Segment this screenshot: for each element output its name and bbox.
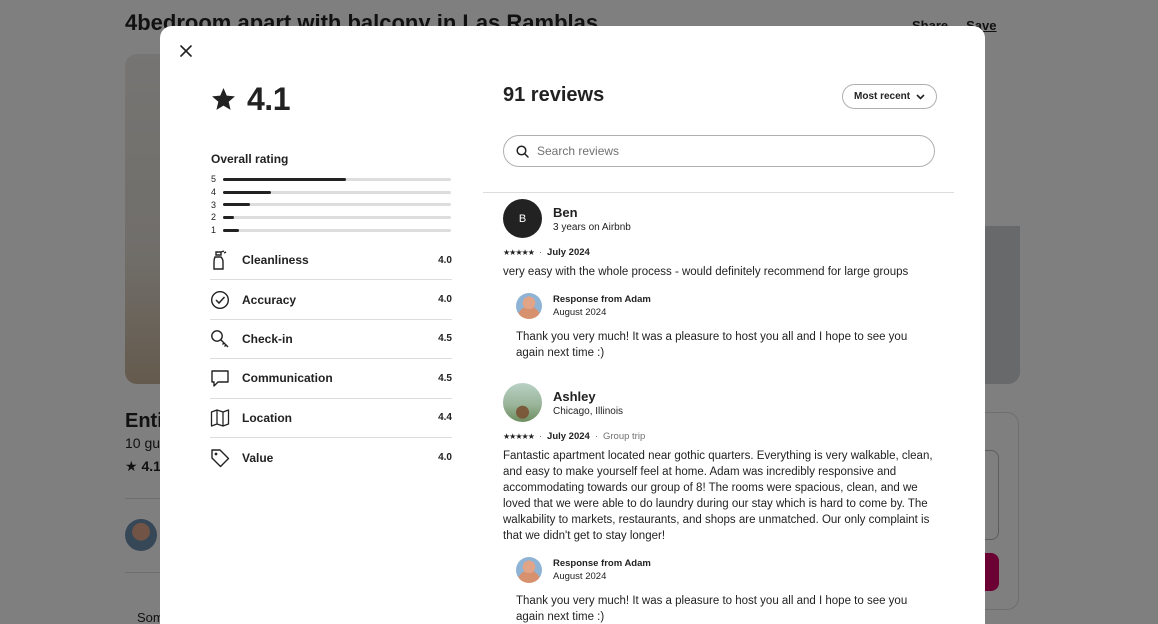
category-name: Location	[242, 410, 292, 425]
category-rating-communication	[210, 359, 452, 398]
response-title: Response from Adam	[553, 558, 651, 569]
category-score: 4.0	[438, 254, 452, 266]
trip-type: Group trip	[603, 431, 646, 442]
search-reviews-field[interactable]	[503, 135, 935, 167]
rating-bar-track	[223, 191, 451, 194]
reviews-modal	[160, 26, 985, 624]
rating-bar-row	[211, 224, 451, 237]
category-ratings	[210, 241, 452, 477]
close-button[interactable]	[176, 41, 196, 61]
rating-distribution	[211, 173, 451, 236]
category-name: Value	[242, 450, 274, 465]
category-name: Check-in	[242, 331, 293, 346]
tag-icon	[210, 448, 242, 468]
review-item	[503, 199, 933, 361]
separator-dot: ·	[538, 247, 543, 258]
map-icon	[210, 408, 242, 428]
rating-bar-fill	[223, 203, 250, 206]
category-score: 4.5	[438, 372, 452, 384]
rating-bar-row	[211, 211, 451, 224]
reviewer-name: Ashley	[553, 388, 596, 404]
check-circle-icon	[210, 290, 242, 310]
rating-bar-row	[211, 173, 451, 186]
chat-bubble-icon	[210, 368, 242, 388]
category-score: 4.5	[438, 333, 452, 345]
separator-dot: ·	[594, 431, 598, 442]
overall-rating-value: 4.1	[247, 81, 290, 117]
rating-bar-label: 1	[211, 225, 217, 236]
search-icon	[516, 145, 529, 158]
review-text: very easy with the whole process - would definitely recommend for large groups	[503, 266, 909, 278]
sort-label: Most recent	[854, 91, 911, 102]
reviews-panel	[483, 26, 985, 624]
rating-bar-row	[211, 198, 451, 211]
response-date: August 2024	[553, 571, 607, 582]
rating-bar-label: 4	[211, 187, 217, 198]
star-icon	[210, 86, 237, 113]
review-stars: ★★★★★	[503, 248, 534, 257]
response-text: Thank you very much! It was a pleasure to host you all and I hope to see you again next time :)	[516, 595, 908, 623]
category-name: Cleanliness	[242, 253, 309, 268]
category-rating-location	[210, 399, 452, 438]
rating-bar-row	[211, 186, 451, 199]
overall-rating-label: Overall rating	[211, 152, 289, 166]
reviewer-name: Ben	[553, 204, 578, 220]
review-date: July 2024	[547, 247, 590, 258]
category-rating-cleanliness	[210, 241, 452, 280]
category-rating-check-in	[210, 320, 452, 359]
response-title: Response from Adam	[553, 294, 651, 305]
reviewer-avatar[interactable]: B	[503, 199, 542, 238]
rating-bar-label: 2	[211, 212, 217, 223]
sort-dropdown[interactable]	[842, 84, 937, 109]
host-avatar	[516, 293, 542, 319]
review-count: 91 reviews	[503, 84, 605, 106]
rating-bar-label: 3	[211, 199, 217, 210]
category-score: 4.0	[438, 294, 452, 306]
rating-bar-label: 5	[211, 174, 217, 185]
reviewer-subtitle: 3 years on Airbnb	[553, 221, 631, 233]
reviewer-avatar[interactable]	[503, 383, 542, 422]
host-avatar	[516, 557, 542, 583]
overall-rating	[210, 81, 290, 118]
category-score: 4.0	[438, 452, 452, 464]
rating-bar-fill	[223, 178, 346, 181]
chevron-down-icon	[916, 94, 925, 100]
rating-bar-fill	[223, 229, 239, 232]
rating-bar-track	[223, 216, 451, 219]
review-item	[503, 383, 933, 624]
host-response	[516, 557, 933, 624]
response-text: Thank you very much! It was a pleasure to host you all and I hope to see you again next time :)	[516, 331, 908, 359]
category-rating-value	[210, 438, 452, 477]
review-date: July 2024	[547, 431, 590, 442]
divider	[483, 192, 954, 193]
host-response	[516, 293, 933, 361]
category-name: Communication	[242, 371, 333, 386]
rating-bar-fill	[223, 216, 234, 219]
close-icon	[180, 45, 192, 57]
review-stars: ★★★★★	[503, 432, 534, 441]
rating-bar-track	[223, 178, 451, 181]
rating-bar-track	[223, 229, 451, 232]
separator-dot: ·	[538, 431, 543, 442]
review-text: Fantastic apartment located near gothic quarters. Everything is very walkable, clean, and easy to make yourself feel at home. Adam was incredibly responsive and accommodating towards our group of 8! The rooms were spacious, clean, and we loved that we were able to do laundry during our stay which is hard to come by. The walkability to markets, restaurants, and shops are unmatched. Our only complaint is that we didn't get to stay longer!	[503, 450, 933, 542]
rating-bar-track	[223, 203, 451, 206]
rating-bar-fill	[223, 191, 271, 194]
response-date: August 2024	[553, 307, 607, 318]
spray-bottle-icon	[210, 249, 242, 271]
reviewer-subtitle: Chicago, Illinois	[553, 405, 624, 417]
category-rating-accuracy	[210, 280, 452, 319]
key-icon	[210, 329, 242, 349]
search-input[interactable]	[537, 144, 917, 158]
category-name: Accuracy	[242, 292, 297, 307]
category-score: 4.4	[438, 412, 452, 424]
